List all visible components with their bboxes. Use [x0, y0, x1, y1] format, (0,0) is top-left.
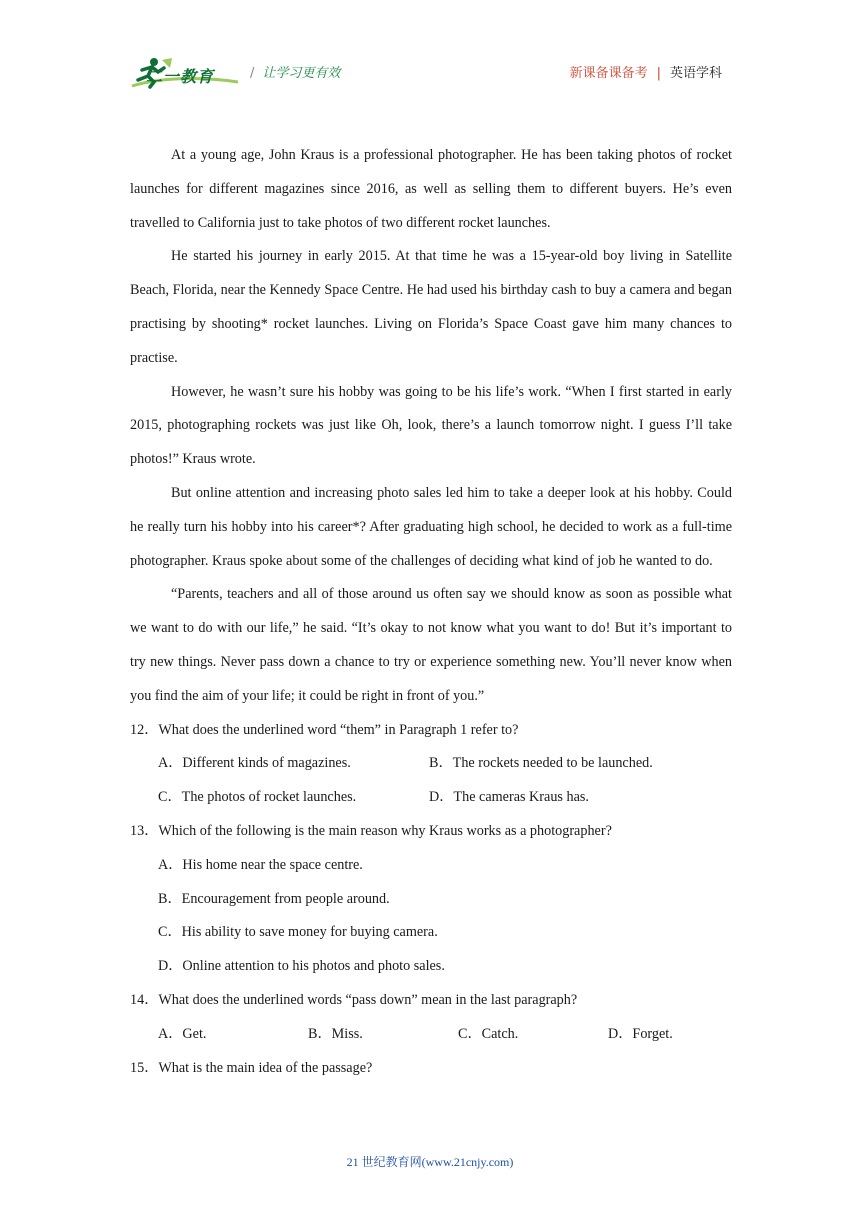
- question-12-option-c: C．The photos of rocket launches.: [158, 789, 357, 806]
- question-14-options-row: [130, 1018, 732, 1052]
- question-13-option-b: B．Encouragement from people around.: [158, 890, 390, 907]
- question-12: 12．What does the underlined word “them” in Paragraph 1 refer to?: [130, 721, 519, 738]
- page-footer: 21 世纪教育网(www.21cnjy.com): [346, 1155, 514, 1169]
- passage-paragraph-1: At a young age, John Kraus is a professional photographer. He has been taking photos of rocket launches for different magazines since 2016, as well as selling them to different buyers. He’s even travelled to California just to take photos of two different rocket launches.: [130, 147, 732, 231]
- slogan-slash: /: [250, 66, 255, 81]
- header-tags: [570, 62, 722, 81]
- question-14-option-a: A．Get.: [158, 1025, 207, 1042]
- passage-paragraph-2: He started his journey in early 2015. At that time he was a 15-year-old boy living in Satellite Beach, Florida, near the Kennedy Space Centre. He had used his birthday cash to buy a camera and began practising by shooting* rocket launches. Living on Florida’s Space Coast gave him many chances to practise.: [130, 248, 732, 366]
- brand-logo-text: 二一教育: [146, 67, 215, 86]
- question-14-option-c: C．Catch.: [458, 1025, 519, 1042]
- slogan-text: 让学习更有效: [262, 66, 341, 81]
- question-13-option-c: C．His ability to save money for buying camera.: [158, 924, 438, 941]
- header-separator: |: [656, 66, 661, 81]
- question-12-option-b: B．The rockets needed to be launched.: [429, 755, 653, 772]
- passage-paragraph-5: “Parents, teachers and all of those around us often say we should know as soon as possible what we want to do with our life,” he said. “It’s okay to not know what you want to do! But it’s important to try new things. Never pass down a chance to try or experience something new. You’ll never know when you find the aim of your life; it could be right in front of you.”: [130, 586, 732, 704]
- question-12-option-a: A．Different kinds of magazines.: [158, 755, 351, 772]
- question-14-option-d: D．Forget.: [608, 1025, 673, 1042]
- question-13-option-d: D．Online attention to his photos and photo sales.: [158, 958, 445, 975]
- question-15: 15．What is the main idea of the passage?: [130, 1059, 373, 1076]
- question-12-option-d: D．The cameras Kraus has.: [429, 789, 589, 806]
- page-header: [0, 0, 860, 110]
- question-14-option-b: B．Miss.: [308, 1025, 363, 1042]
- slogan: [250, 62, 340, 81]
- passage-paragraph-4: But online attention and increasing photo sales led him to take a deeper look at his hobby. Could he really turn his hobby into his career*? After graduating high school, he decided to work as a full-time photographer. Kraus spoke about some of the challenges of deciding what kind of job he wanted to do.: [130, 484, 732, 569]
- question-12-options-row-2: [130, 781, 732, 815]
- header-tag-prep: 新课备课备考: [569, 66, 648, 81]
- document-body: [130, 139, 732, 1085]
- header-tag-subject: 英语学科: [669, 66, 722, 81]
- question-12-options-row-1: [130, 747, 732, 781]
- question-13-option-a: A．His home near the space centre.: [158, 856, 363, 873]
- question-13: 13．Which of the following is the main reason why Kraus works as a photographer?: [130, 822, 612, 839]
- passage-paragraph-3: However, he wasn’t sure his hobby was going to be his life’s work. “When I first started in early 2015, photographing rockets was just like Oh, look, there’s a launch tomorrow night. I guess I’ll take photos!” Kraus wrote.: [130, 383, 732, 468]
- question-14: 14．What does the underlined words “pass down” mean in the last paragraph?: [130, 991, 578, 1008]
